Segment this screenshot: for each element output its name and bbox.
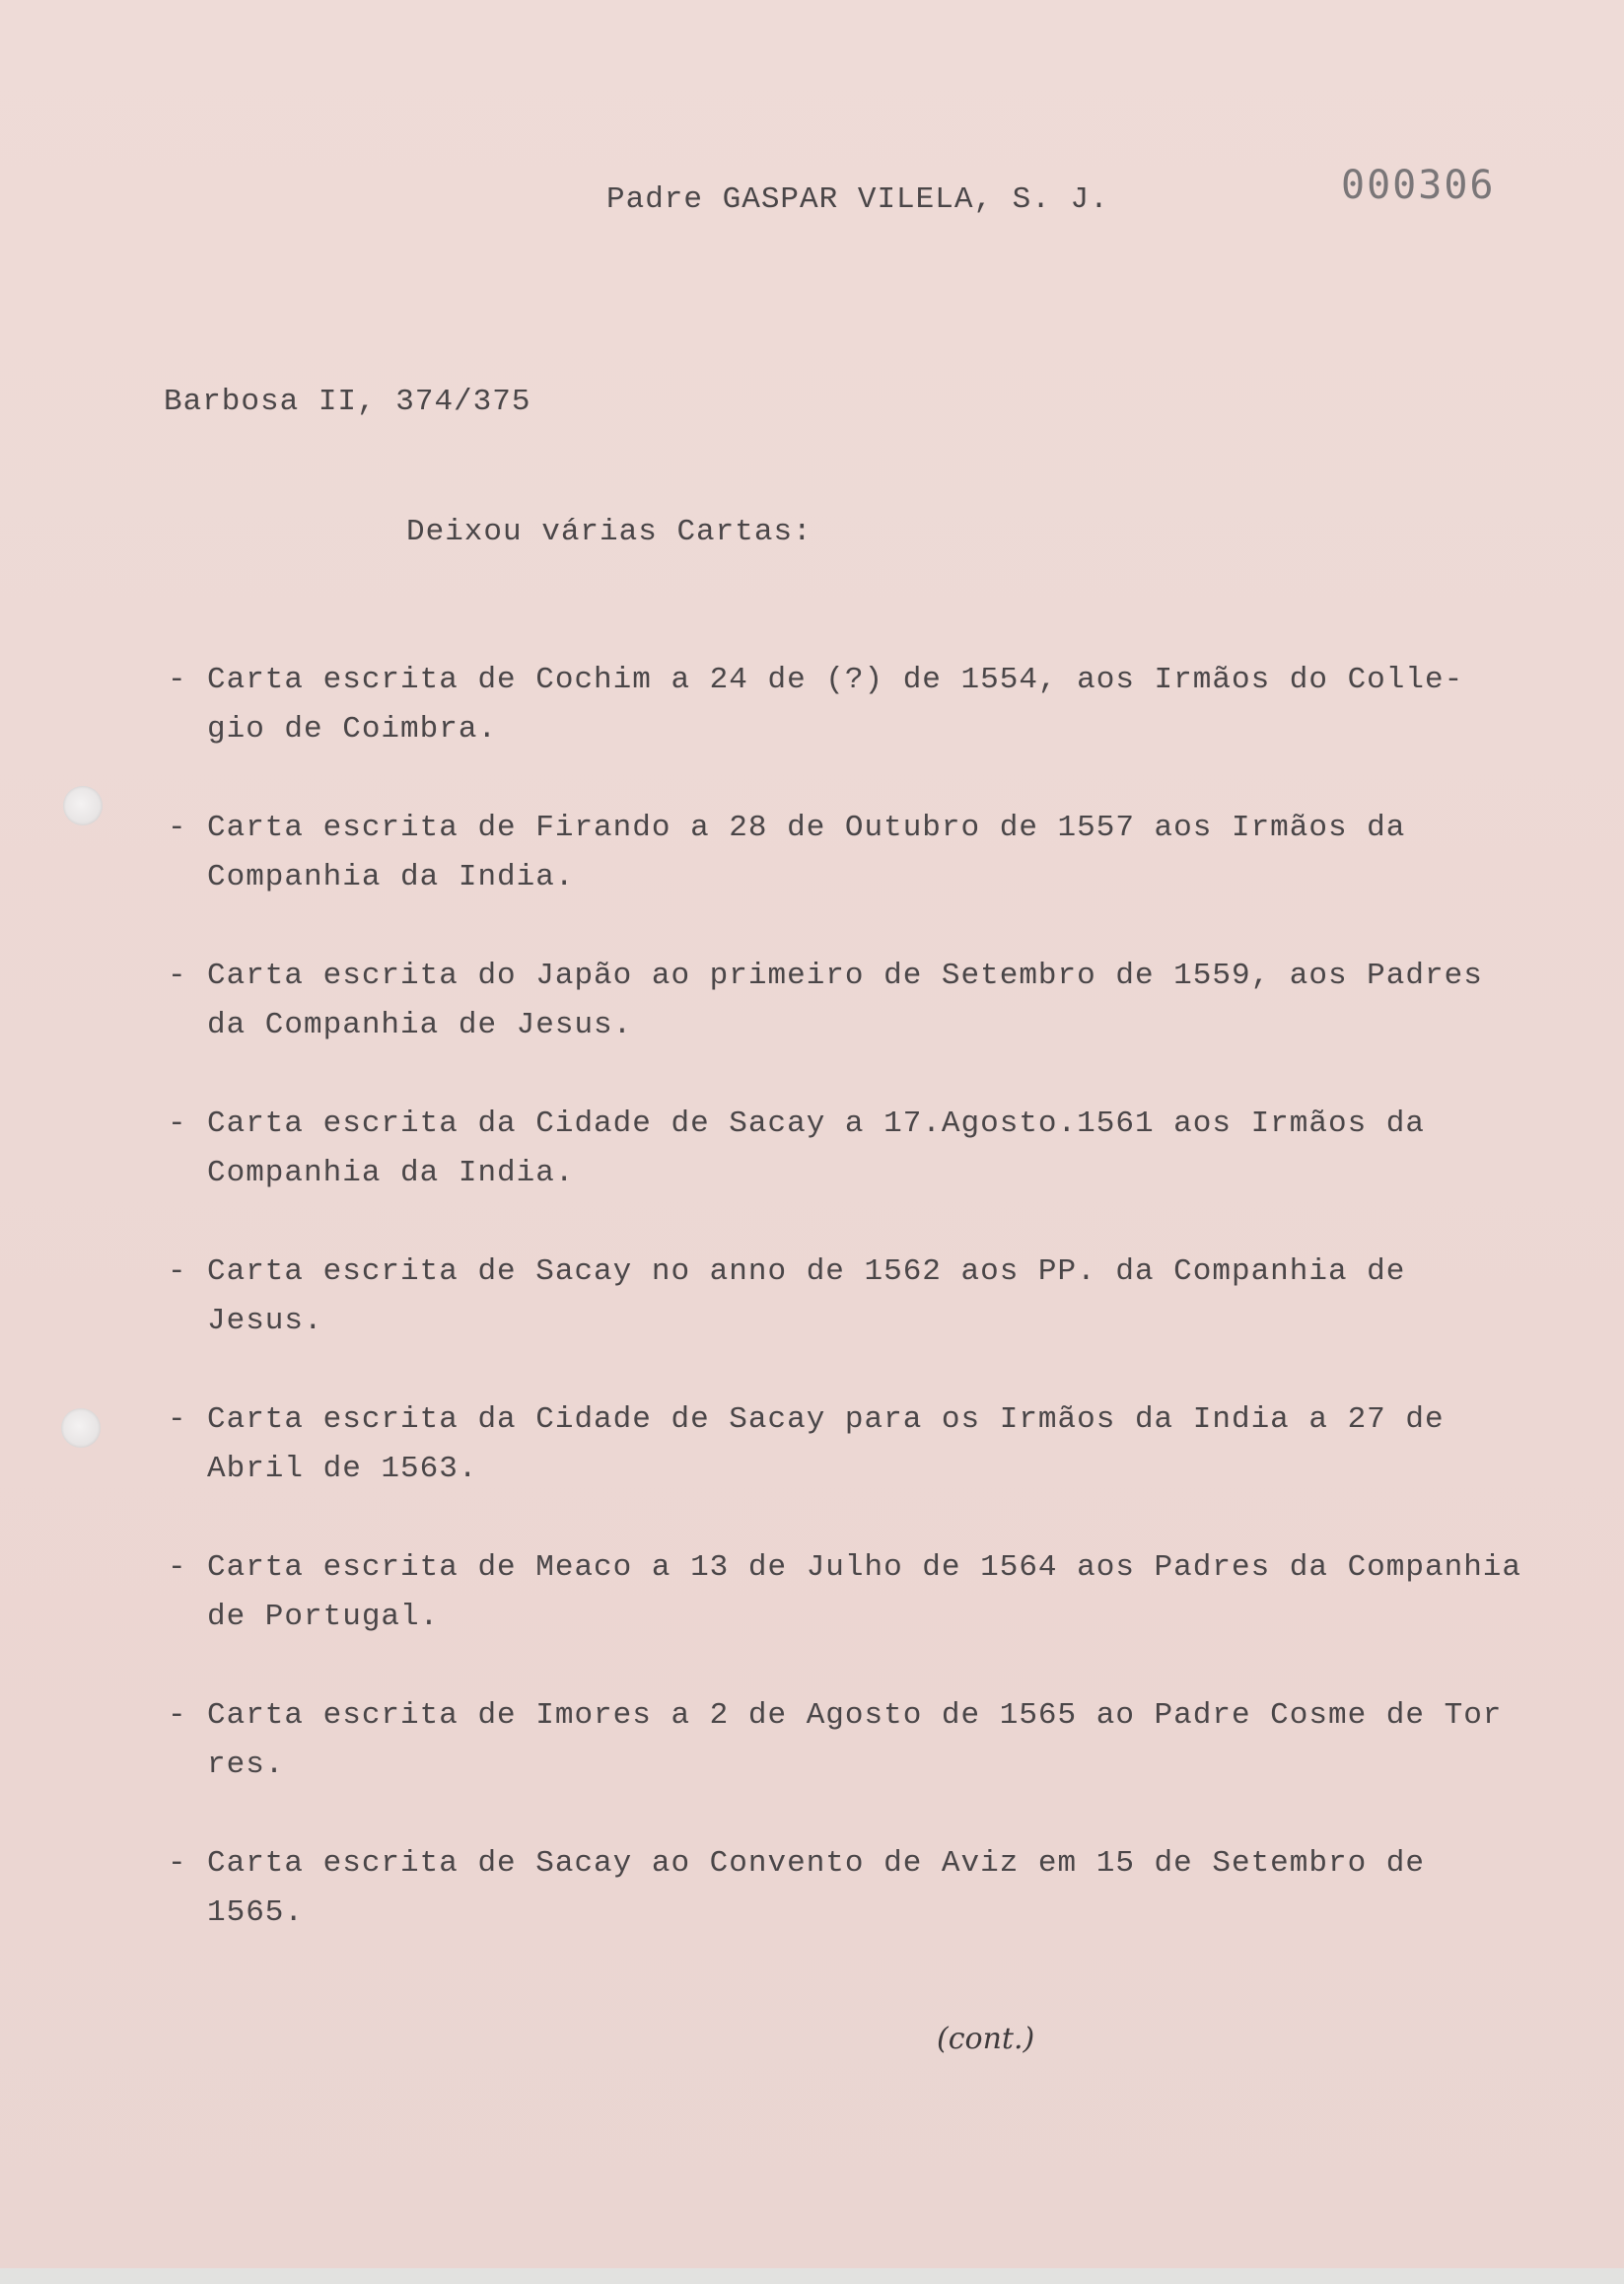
entry-line-1: Carta escrita do Japão ao primeiro de Setembro de 1559, aos Padres [207,959,1483,993]
letter-entry-3 [168,952,1588,1050]
letter-entry-5 [168,1248,1588,1346]
entry-dash: - [168,1402,187,1437]
entry-dash: - [168,1846,187,1881]
letter-entry-4 [168,1100,1588,1198]
entry-dash: - [168,1550,187,1585]
entry-line-1: Carta escrita da Cidade de Sacay a 17.Agosto.1561 aos Irmãos da [207,1106,1425,1141]
entry-line-1: Carta escrita da Cidade de Sacay para os Irmãos da India a 27 de [207,1402,1445,1437]
entry-dash: - [168,1106,187,1141]
entry-line-2: Companhia da India. [207,860,575,894]
entry-dash: - [168,959,187,993]
entry-dash: - [168,811,187,845]
entry-line-1: Carta escrita de Firando a 28 de Outubro de 1557 aos Irmãos da [207,811,1406,845]
entry-dash: - [168,1698,187,1733]
letter-entry-7 [168,1543,1588,1642]
entry-line-2: gio de Coimbra. [207,712,498,747]
intro-text: Deixou várias Cartas: [406,515,812,549]
entry-line-2: 1565. [207,1895,305,1930]
entry-dash: - [168,663,187,697]
letter-entry-1 [168,656,1588,754]
entry-line-1: Carta escrita de Sacay no anno de 1562 aos PP. da Companhia de [207,1254,1406,1289]
letter-entry-9 [168,1839,1588,1938]
entry-line-2: de Portugal. [207,1600,440,1634]
page-bottom-edge [0,2268,1624,2284]
handwritten-continuation-note: (cont.) [937,2022,1035,2056]
entry-line-2: Abril de 1563. [207,1452,478,1486]
entry-line-1: Carta escrita de Meaco a 13 de Julho de 1564 aos Padres da Companhia [207,1550,1522,1585]
entry-line-2: Jesus. [207,1304,323,1338]
letter-entry-8 [168,1691,1588,1790]
entry-line-1: Carta escrita de Imores a 2 de Agosto de 1565 ao Padre Cosme de Tor [207,1698,1503,1733]
entry-line-1: Carta escrita de Cochim a 24 de (?) de 1554, aos Irmãos do Colle- [207,663,1464,697]
punch-hole-top [63,786,103,825]
entry-line-2: da Companhia de Jesus. [207,1008,633,1042]
entry-line-2: res. [207,1748,285,1782]
entry-line-1: Carta escrita de Sacay ao Convento de Aviz em 15 de Setembro de [207,1846,1425,1881]
document-title: Padre GASPAR VILELA, S. J. [606,182,1109,217]
document-number-stamp: 000306 [1341,163,1496,208]
punch-hole-bottom [61,1408,101,1448]
source-reference: Barbosa II, 374/375 [164,385,531,419]
entry-dash: - [168,1254,187,1289]
entry-line-2: Companhia da India. [207,1156,575,1190]
letter-entry-6 [168,1395,1588,1494]
letter-entry-2 [168,804,1588,902]
